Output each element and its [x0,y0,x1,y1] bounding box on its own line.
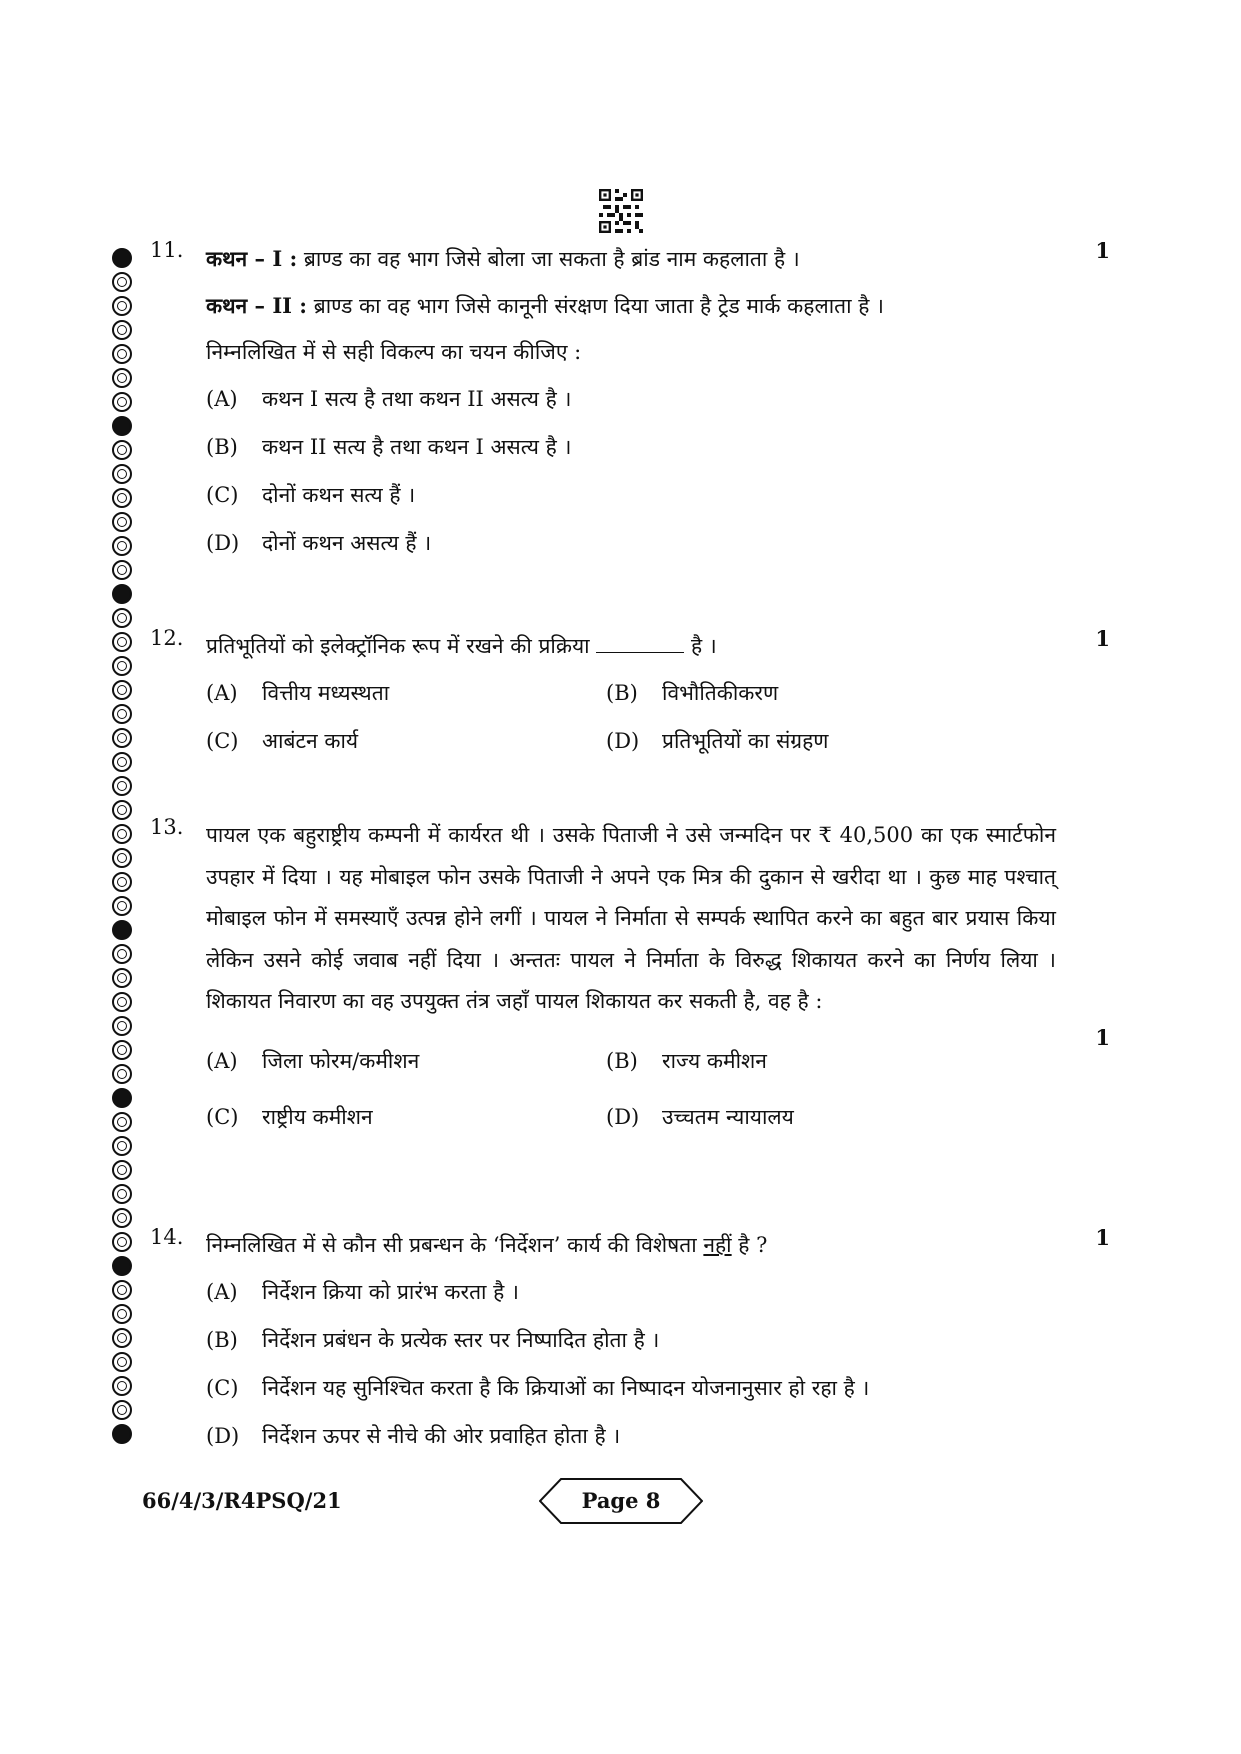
option-c [206,1097,606,1145]
question-marks: 1 [1095,238,1110,263]
question-number: 13. [150,815,184,839]
margin-ring-icon [112,872,132,892]
option-key: (B) [206,435,238,459]
margin-ring-icon [112,656,132,676]
margin-ring-icon [112,1160,132,1180]
option-c [206,475,1056,523]
question-text: पायल एक बहुराष्ट्रीय कम्पनी में कार्यरत थी । उसके पिताजी ने उसे जन्मदिन पर ₹ 40,500 का एक स्मार्टफोन उपहार में दिया । यह मोबाइल फोन उसके पिताजी ने अपने एक मित्र की दुकान से खरीदा था । कुछ माह पश्चात् मोबाइल फोन में समस्याएँ उत्पन्न होने लगीं । पायल ने निर्माता से सम्पर्क स्थापित करने का बहुत बार प्रयास किया लेकिन उसने कोई जवाब नहीं दिया । अन्ततः पायल ने निर्माता के विरुद्ध शिकायत करने का निर्णय लिया । शिकायत निवारण का वह उपयुक्त तंत्र जहाँ पायल शिकायत कर सकती है, वह है : [206,823,1056,1013]
margin-ring-icon [112,1112,132,1132]
option-key: (C) [206,1104,239,1129]
paper-code: 66/4/3/R4PSQ/21 [142,1488,342,1513]
statement-2 [206,285,1056,332]
margin-ring-strip [112,248,142,1448]
option-text: प्रतिभूतियों का संग्रहण [662,729,829,753]
question-text-after: है । [684,634,717,658]
margin-ring-icon [112,728,132,748]
option-key: (B) [206,1328,238,1352]
option-text: दोनों कथन असत्य हैं । [262,531,432,555]
option-a [206,673,606,721]
margin-ring-icon [112,608,132,628]
option-row [206,1097,1056,1145]
option-key: (D) [206,531,240,555]
margin-ring-icon [112,1040,132,1060]
option-text: निर्देशन ऊपर से नीचे की ओर प्रवाहित होता है । [262,1424,621,1448]
option-text: कथन II सत्य है तथा कथन I असत्य है । [262,435,572,459]
margin-ring-icon [112,1280,132,1300]
margin-ring-icon [112,1424,132,1444]
option-text: आबंटन कार्य [262,729,359,753]
option-key: (A) [206,1048,238,1073]
margin-ring-icon [112,488,132,508]
question-marks: 1 [1095,1225,1110,1250]
margin-ring-icon [112,584,132,604]
page-number-badge [539,1478,703,1524]
margin-ring-icon [112,1136,132,1156]
option-key: (C) [206,729,239,753]
option-b [606,673,1006,721]
margin-ring-icon [112,1304,132,1324]
question-marks: 1 [1095,626,1110,651]
option-text: जिला फोरम/कमीशन [262,1048,420,1073]
question-text [206,1225,1056,1272]
question-text-before: प्रतिभूतियों को इलेक्ट्रॉनिक रूप में रखने की प्रक्रिया [206,634,597,658]
question-text-before: निम्नलिखित में से कौन सी प्रबन्धन के ‘निर्देशन’ कार्य की विशेषता [206,1233,704,1257]
margin-ring-icon [112,1256,132,1276]
qr-code-icon [599,189,643,233]
option-a [206,1272,1056,1320]
statement-text: ब्राण्ड का वह भाग जिसे बोला जा सकता है ब्रांड नाम कहलाता है । [297,247,800,271]
option-text: उच्चतम न्यायालय [662,1104,794,1129]
margin-ring-icon [112,1088,132,1108]
margin-ring-icon [112,1232,132,1252]
margin-ring-icon [112,320,132,340]
margin-ring-icon [112,896,132,916]
statement-1 [206,238,1056,285]
margin-ring-icon [112,920,132,940]
option-text: वित्तीय मध्यस्थता [262,681,390,705]
question-number: 12. [150,626,184,650]
option-row [206,721,1056,769]
question-number: 11. [150,238,184,262]
option-d [206,1416,1056,1464]
question-marks: 1 [1095,1025,1110,1050]
statement-label: कथन – I : [206,246,298,271]
margin-ring-icon [112,1184,132,1204]
margin-ring-icon [112,560,132,580]
margin-ring-icon [112,1352,132,1372]
margin-ring-icon [112,824,132,844]
question-14 [150,1225,1110,1455]
option-b [206,427,1056,475]
statement-label: कथन – II : [206,293,308,318]
fill-in-blank [596,632,684,653]
option-key: (B) [606,681,638,705]
margin-ring-icon [112,512,132,532]
option-c [206,721,606,769]
option-d [206,523,1056,571]
question-text [206,626,1056,673]
margin-ring-icon [112,1376,132,1396]
option-key: (C) [206,1376,239,1400]
option-key: (A) [206,387,238,411]
option-text: विभौतिकीकरण [662,681,779,705]
margin-ring-icon [112,776,132,796]
margin-ring-icon [112,944,132,964]
option-key: (D) [606,729,640,753]
margin-ring-icon [112,344,132,364]
option-text: निर्देशन प्रबंधन के प्रत्येक स्तर पर निष्पादित होता है । [262,1328,660,1352]
option-key: (B) [606,1048,638,1073]
question-number: 14. [150,1225,184,1249]
option-a [206,1041,606,1097]
question-11 [150,238,1110,555]
margin-ring-icon [112,1208,132,1228]
option-key: (A) [206,681,238,705]
margin-ring-icon [112,848,132,868]
margin-ring-icon [112,680,132,700]
option-key: (D) [206,1424,240,1448]
margin-ring-icon [112,440,132,460]
option-key: (C) [206,483,239,507]
margin-ring-icon [112,968,132,988]
margin-ring-icon [112,272,132,292]
margin-ring-icon [112,248,132,268]
option-text: निर्देशन यह सुनिश्चित करता है कि क्रियाओं का निष्पादन योजनानुसार हो रहा है । [262,1376,870,1400]
option-row [206,673,1056,721]
margin-ring-icon [112,1328,132,1348]
margin-ring-icon [112,1400,132,1420]
margin-ring-icon [112,416,132,436]
margin-ring-icon [112,464,132,484]
option-text: दोनों कथन सत्य हैं । [262,483,416,507]
margin-ring-icon [112,752,132,772]
statement-text: ब्राण्ड का वह भाग जिसे कानूनी संरक्षण दिया जाता है ट्रेड मार्क कहलाता है । [307,294,885,318]
option-text: निर्देशन क्रिया को प्रारंभ करता है । [262,1280,519,1304]
margin-ring-icon [112,704,132,724]
margin-ring-icon [112,296,132,316]
option-a [206,379,1056,427]
option-b [606,1041,1006,1097]
option-d [606,721,1006,769]
option-text: राष्ट्रीय कमीशन [262,1104,373,1129]
margin-ring-icon [112,632,132,652]
option-key: (A) [206,1280,238,1304]
option-d [606,1097,1006,1145]
margin-ring-icon [112,368,132,388]
question-text-after: है ? [731,1233,768,1257]
option-b [206,1320,1056,1368]
question-13 [150,815,1110,1195]
margin-ring-icon [112,1064,132,1084]
page-label: Page 8 [581,1488,661,1513]
margin-ring-icon [112,392,132,412]
question-instruction: निम्नलिखित में से सही विकल्प का चयन कीजिए : [206,340,582,364]
emphasis-not: नहीं [703,1233,732,1257]
margin-ring-icon [112,536,132,556]
margin-ring-icon [112,800,132,820]
option-key: (D) [606,1104,640,1129]
option-c [206,1368,1056,1416]
margin-ring-icon [112,992,132,1012]
margin-ring-icon [112,1016,132,1036]
option-row [206,1041,1056,1097]
option-text: राज्य कमीशन [662,1048,767,1073]
question-12 [150,626,1110,776]
option-text: कथन I सत्य है तथा कथन II असत्य है । [262,387,572,411]
